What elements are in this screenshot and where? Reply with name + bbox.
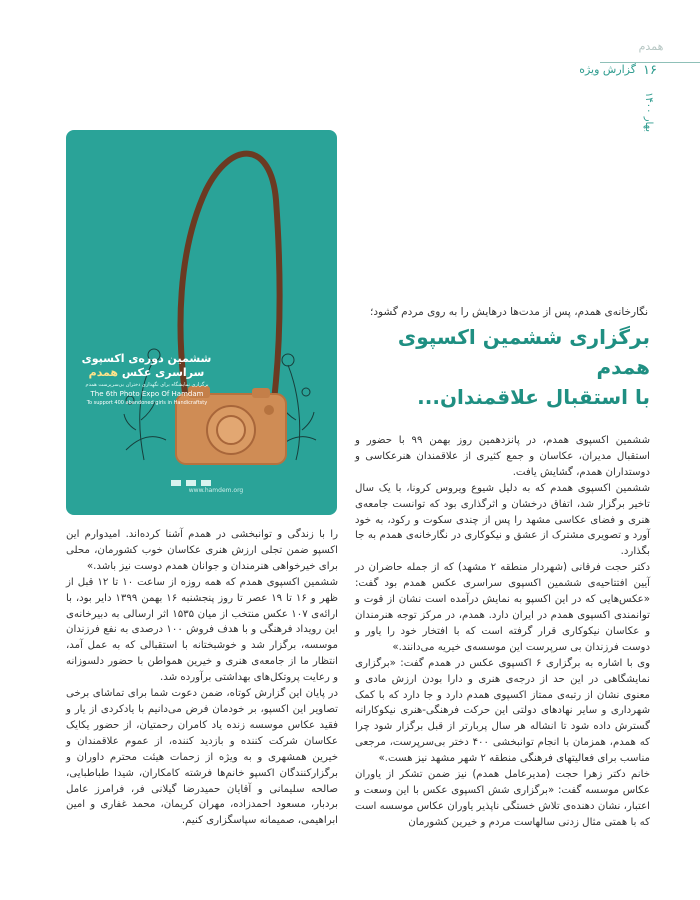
expo-poster-image: [66, 130, 337, 515]
poster-english-subtitle: To support 400 abandoned girls in Handicraftsty: [86, 400, 208, 406]
issue-date: بهار ۱۴۰۰: [643, 92, 654, 132]
article-column-right: [355, 433, 650, 831]
paragraph: را با زندگی و توانبخشی در همدم آشنا کرده‌اند. امیدوارم این اکسپو ضمن تجلی ارزش هنری عکاسان خوب کشورمان، محلی برای خیرخواهی هنرمندان و جوانان همدم دوست نیز باشد.»: [66, 529, 338, 572]
poster-title-line2-text: سراسری عکس: [118, 366, 205, 379]
article-column-left: [66, 527, 338, 829]
issue-date-container: [640, 82, 660, 132]
magazine-logo: همدم: [638, 40, 664, 53]
paragraph: وی با اشاره به برگزاری ۶ اکسپوی عکس در همدم گفت: «برگزاری نمایشگاهی در این حد از درجه‌ی هنری و دارا بودن ارزش مادی و معنوی نشان از رتبه‌ی ممتاز اکسپوی همدم دارد و جا دارد که با کمک شهرداری و سایر نهادهای دولتی این حرکت فرهنگی-هنری نیکوکارانه گسترش داده شود تا انشاله هر سال پربارتر از قبل برگزار شود چرا که همدم، همزمان با انجام توانبخشی ۴۰۰ دختر بی‌سرپرست، مرجعی مناسب برای فعالیتهای فرهنگی منطقه ۲ شهر مشهد نیز هست.»: [355, 657, 651, 765]
poster-title-line1: ششمین دوره‌ی اکسپوی: [81, 352, 212, 365]
headline-line2: با استقبال علاقمندان...: [417, 385, 650, 409]
paragraph: ششمین اکسپوی همدم که همه روزه از ساعت ۱۰ تا ۱۲ قبل از ظهر و ۱۶ تا ۱۹ عصر تا روز پنجشنبه ۱۶ بهمن ۱۳۹۹ دایر بود، با ارائه‌ی ۱۰۷ عکس منتخب از میان ۱۵۳۵ اثر ارسالی به دبیرخانه‌ی این رویداد فرهنگی و با هدف فروش ۱۰۰ درصدی به نفع فرزندان موسسه، برگزار شد و خوشبختانه با استقبالی که به عمل آمد، انتظار ما از جامعه‌ی هنری و خیرین همواطن با حضور دلسوزانه و رعایت پروتکل‌های بهداشتی برآورده شد.: [66, 576, 339, 684]
poster-english-title-line: The 6th Photo Expo Of Hamdam: [90, 390, 204, 398]
paragraph: در پایان این گزارش کوتاه، ضمن دعوت شما برای تماشای برخی تصاویر این اکسپو، بر خودمان فرض می‌دانیم با یادکردی از یار و فقید عکاس موسسه زنده یاد کامران رحمتیان، از حضور یکایک عکاسان شرکت کننده و بازدید کننده، از عموم علاقمندان و خیرین همشهری و به ویژه از زحمات هیئت محترم داوران و برگزارکنندگان اکسپو خانم‌ها فرشته کامکاران، شیدا طباطبایی، صالحه سلیمانی و آقایان حمیدرضا گیلانی فر، فرامرز عامل بردبار، مسعود احمدزاده، مهران کریمان، محمد غفاری و امین ابراهیمی، صمیمانه سپاسگزاری کنیم.: [66, 688, 338, 827]
article-headline: [350, 322, 650, 412]
section-title: گزارش ویژه: [579, 63, 636, 76]
paragraph: دکتر حجت فرقانی (شهردار منطقه ۲ مشهد) که از جمله حاضران در آیین افتتاحیه‌ی ششمین اکسپوی سراسری عکس همدم بود گفت: «عکس‌هایی که در این اکسپو به نمایش درآمده است نشان از قوت و توانمندی اکسپوی همدم در ایران دارد. همدم، در مرکز توجه هنرمندان و عکاسان نیکوکاری قرار گرفته است که با افتخار خود را یاور و دوست فرزندان بی سرپرست این موسسه‌ی خیریه می‌دانند.»: [355, 562, 650, 653]
poster-title-line2: [74, 366, 219, 380]
camera-illustration: [66, 130, 337, 515]
poster-website: www.hamdem.org: [188, 487, 244, 494]
poster-title: [74, 352, 219, 380]
paragraph: ششمین اکسپوی همدم، در پانزدهمین روز بهمن ۹۹ با حضور و استقبال مدیران، عکاسان و جمع کثیری از علاقمندان هنرعکاسی و دوستداران همدم، گشایش یافت.: [355, 435, 651, 478]
poster-english-title: [72, 390, 222, 408]
headline-line1: برگزاری ششمین اکسپوی همدم: [397, 325, 650, 379]
paragraph: خانم دکتر زهرا حجت (مدیرعامل همدم) نیز ضمن تشکر از یاوران عکاس موسسه گفت: «برگزاری شش اکسپوی عکس با این وسعت و اعتبار، نشان دهنده‌ی تلاش خستگی ناپذیر یاوران عکاس موسسه است که با همتی مثال زدنی سالهاست مردم و خیرین کشورمان: [355, 769, 650, 828]
paragraph: ششمین اکسپوی همدم که به دلیل شیوع ویروس کرونا، با یک سال تاخیر برگزار شد، اتفاق درخشان و اثرگذاری بود که توانست جامعه‌ی هنری و فضای عکاسی مشهد را پس از چندی سکوت و رکود، به خود آورد و تصویری مشترک از عشق و نیکوکاری در نگارخانه‌ی همدم به جا بگذارد.: [355, 482, 650, 558]
poster-title-highlight: همدم: [88, 366, 119, 379]
poster-subtitle: برگزاری نمایشگاه برای نگهداری دختران بی‌سرپرست همدم: [85, 382, 209, 388]
page-number: ۱۶: [643, 63, 657, 78]
article-kicker: نگارخانه‌ی همدم، پس از مدت‌ها درهایش را به روی مردم گشود؛: [370, 306, 648, 318]
